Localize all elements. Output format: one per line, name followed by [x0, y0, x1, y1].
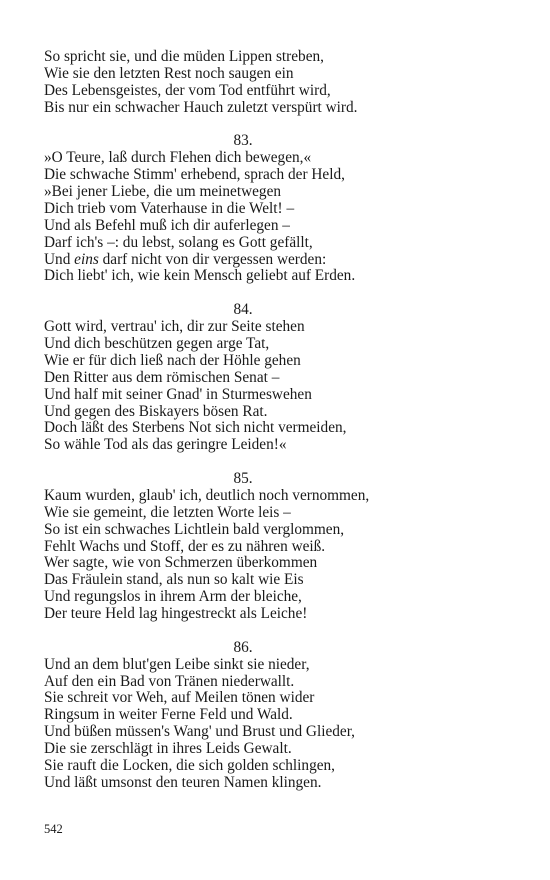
verse-line: »Bei jener Liebe, die um meinetwegen: [44, 183, 282, 201]
text-run: Und: [44, 250, 75, 268]
stanza-number: 86.: [233, 638, 253, 656]
verse-line: Dich trieb vom Vaterhause in die Welt! –: [44, 199, 295, 217]
verse-line: Und büßen müssen's Wang' und Brust und Glieder,: [44, 723, 355, 741]
verse-line: »O Teure, laß durch Flehen dich bewegen,«: [44, 149, 312, 167]
stanza-84: [44, 302, 514, 454]
stanza-83: [44, 133, 514, 285]
verse-line: Wer sagte, wie von Schmerzen überkommen: [44, 554, 318, 572]
verse-line: Wie er für dich ließ nach der Höhle gehen: [44, 351, 301, 369]
verse-line: Sie schreit vor Weh, auf Meilen tönen wider: [44, 689, 315, 707]
verse-line: Fehlt Wachs und Stoff, der es zu nähren weiß.: [44, 537, 326, 555]
verse-line: Wie sie gemeint, die letzten Worte leis –: [44, 503, 291, 521]
verse-line: Und läßt umsonst den teuren Namen klingen.: [44, 773, 322, 791]
verse-line: Und dich beschützen gegen arge Tat,: [44, 334, 270, 352]
verse-line: Und als Befehl muß ich dir auferlegen –: [44, 216, 290, 234]
stanza-number: 83.: [233, 132, 253, 150]
emphasized-word: eins: [74, 250, 99, 268]
verse-line: Sie rauft die Locken, die sich golden schlingen,: [44, 757, 335, 775]
verse-line: Kaum wurden, glaub' ich, deutlich noch vernommen,: [44, 486, 370, 504]
stanza-86: [44, 640, 514, 792]
page-number: 542: [44, 822, 63, 836]
verse-line: Des Lebensgeistes, der vom Tod entführt wird,: [44, 81, 331, 99]
verse-line: Dich liebt' ich, wie kein Mensch geliebt auf Erden.: [44, 267, 356, 285]
verse-line: Bis nur ein schwacher Hauch zuletzt verspürt wird.: [44, 98, 358, 116]
verse-line: Auf den ein Bad von Tränen niederwallt.: [44, 672, 295, 690]
stanza-number: 84.: [233, 301, 253, 319]
verse-line: Den Ritter aus dem römischen Senat –: [44, 368, 280, 386]
stanza-number: 85.: [233, 469, 253, 487]
verse-line: Ringsum in weiter Ferne Feld und Wald.: [44, 706, 293, 724]
verse-line: Und half mit seiner Gnad' in Sturmeswehen: [44, 385, 312, 403]
verse-line: So ist ein schwaches Lichtlein bald verglommen,: [44, 520, 345, 538]
verse-line: Die sie zerschlägt in ihres Leids Gewalt.: [44, 740, 292, 758]
verse-line: Darf ich's –: du lebst, solang es Gott gefällt,: [44, 233, 313, 251]
text-run: darf nicht von dir vergessen werden:: [98, 250, 327, 268]
verse-line: So wähle Tod als das geringre Leiden!«: [44, 436, 287, 454]
verse-line: Doch läßt des Sterbens Not sich nicht vermeiden,: [44, 419, 347, 437]
intro-stanza: [44, 49, 514, 117]
verse-line: Das Fräulein stand, als nun so kalt wie Eis: [44, 571, 304, 589]
verse-line: Und an dem blut'gen Leibe sinkt sie nieder,: [44, 655, 310, 673]
verse-line: Und gegen des Biskayers bösen Rat.: [44, 402, 268, 420]
verse-line: Wie sie den letzten Rest noch saugen ein: [44, 64, 294, 82]
verse-line: Die schwache Stimm' erhebend, sprach der Held,: [44, 166, 345, 184]
stanza-85: [44, 471, 514, 623]
poem-text: [44, 49, 514, 792]
verse-line: Und regungslos in ihrem Arm der bleiche,: [44, 588, 302, 606]
verse-line: Der teure Held lag hingestreckt als Leiche!: [44, 605, 308, 623]
verse-line: Gott wird, vertrau' ich, dir zur Seite stehen: [44, 318, 305, 336]
verse-line: So spricht sie, und die müden Lippen streben,: [44, 48, 324, 65]
verse-line-emphasis: [44, 252, 514, 269]
